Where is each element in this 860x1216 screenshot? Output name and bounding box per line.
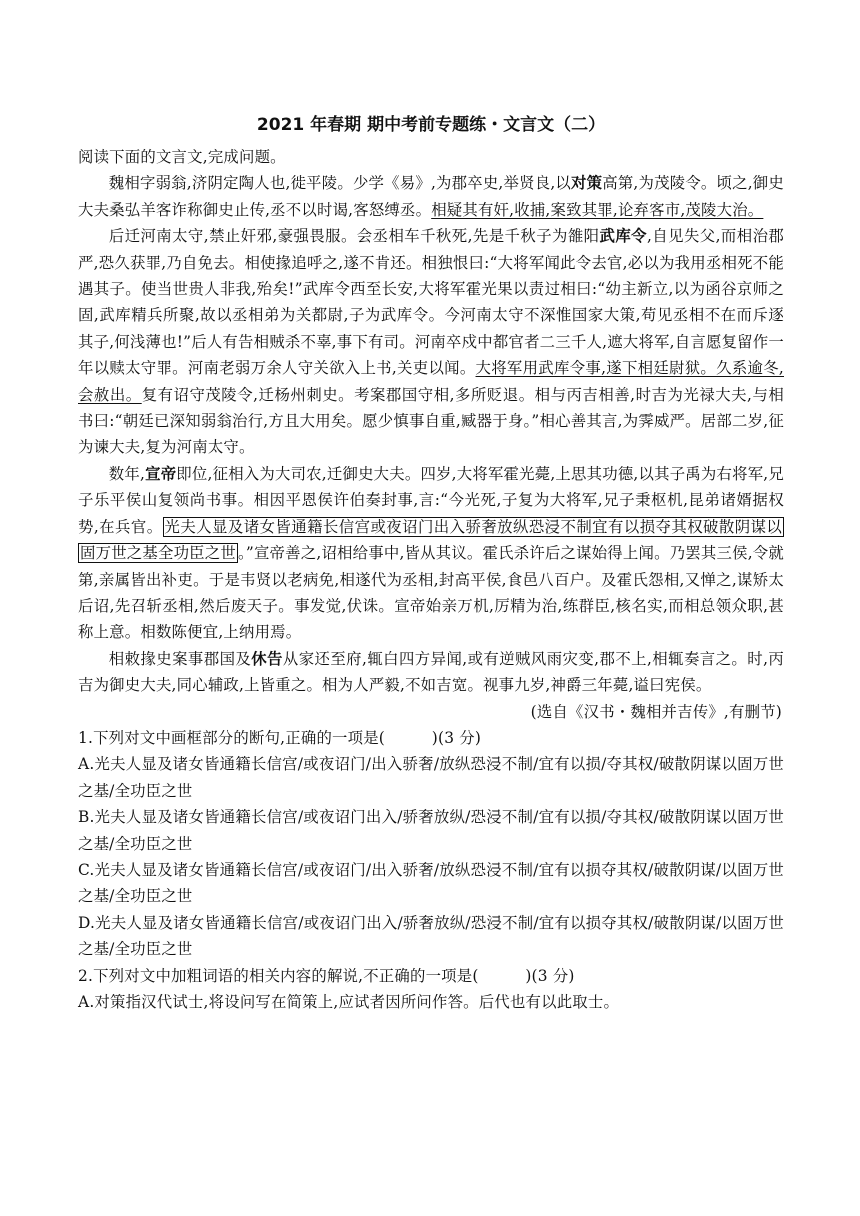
bold-term-xiugao: 休告 (251, 649, 283, 668)
text-run: 数年, (108, 464, 146, 483)
bold-term-wukuling: 武库令 (599, 227, 647, 246)
document-page (78, 112, 784, 1015)
text-run: 复有诏守茂陵令,迁杨州刺史。考案郡国守相,多所贬退。相与丙吉相善,时吉为光禄大夫,与相书曰:“朝廷已深知弱翁治行,方且大用矣。愿少慎事自重,臧器于身。”相心善其言,为霁威严。居部二岁,征为谏大夫,复为河南太守。 (78, 385, 784, 457)
text-run: 即位,征相入为大司农,迁御史大夫。四岁,大将军霍光薨,上思其功德,以其子禹为右将军,兄子乐平侯山复领尚书事。相因平恩侯许伯奏封事,言:“今光死,子复为大将军,兄子秉枢机,昆弟诸婿据权势,在兵官。 (78, 464, 784, 536)
passage-paragraph-1 (78, 170, 784, 223)
text-run: 。”宣帝善之,诏相给事中,皆从其议。霍氏杀许后之谋始得上闻。乃罢其三侯,令就第,亲属皆出补吏。于是韦贤以老病免,相遂代为丞相,封高平侯,食邑八百户。及霍氏怨相,又惮之,谋矫太后诏,先召斩丞相,然后废天子。事发觉,伏诛。宣帝始亲万机,厉精为治,练群臣,核名实,而相总领众职,甚称上意。相数陈便宜,上纳用焉。 (78, 544, 784, 642)
question-1-option-b: B.光夫人显及诸女皆通籍长信宫/或夜诏门出入/骄奢放纵/恐浸不制/宜有以损/夺其权/破散阴谋以固万世之基/全功臣之世 (78, 808, 784, 853)
text-run: 相敕掾史案事郡国及 (108, 649, 252, 668)
underlined-sentence: 相疑其有奸,收捕,案致其罪,论弃客市,茂陵大治。 (431, 200, 764, 219)
source-citation: (选自《汉书・魏相并吉传》,有删节) (530, 702, 782, 721)
text-run: 后迁河南太守,禁止奸邪,豪强畏服。会丞相车千秋死,先是千秋子为雒阳 (108, 227, 600, 246)
passage-paragraph-4 (78, 646, 784, 699)
boxed-passage: 光夫人显及诸女皆通籍长信宫或夜诏门出入骄奢放纵恐浸不制宜有以损夺其权破散阴谋以固万世之基全功臣之世 (80, 517, 783, 563)
text-run: 高第,为茂陵令。顷之,御史大夫桑弘羊客诈称御史止传,丞不以时谒,客怒缚丞。 (78, 174, 784, 219)
passage-paragraph-3 (78, 461, 784, 646)
instruction: 阅读下面的文言文,完成问题。 (78, 148, 286, 166)
question-1-option-c: C.光夫人显及诸女皆通籍长信宫/或夜诏门/出入骄奢/放纵恐浸不制/宜有以损夺其权/破散阴谋/以固万世之基/全功臣之世 (78, 860, 784, 906)
bold-term-duice: 对策 (571, 174, 603, 193)
question-2-stem: 2.下列对文中加粗词语的相关内容的解说,不正确的一项是( )(3 分) (78, 966, 575, 985)
text-run: 从家还至府,辄白四方异闻,或有逆贼风雨灾变,郡不上,相辄奏言之。时,丙吉为御史大夫,同心辅政,上皆重之。相为人严毅,不如吉宽。视事九岁,神爵三年薨,谥曰宪侯。 (78, 649, 784, 695)
passage-paragraph-2 (78, 223, 784, 461)
question-1-option-a: A.光夫人显及诸女皆通籍长信宫/或夜诏门/出入骄奢/放纵恐浸不制/宜有以损/夺其权/破散阴谋以固万世之基/全功臣之世 (78, 755, 784, 800)
question-1-option-d: D.光夫人显及诸女皆通籍长信宫/或夜诏门出入/骄奢放纵/恐浸不制/宜有以损夺其权/破散阴谋/以固万世之基/全功臣之世 (78, 913, 784, 959)
text-run: 魏相字弱翁,济阴定陶人也,徙平陵。少学《易》,为郡卒史,举贤良,以 (108, 174, 572, 193)
page-title: 2021 年春期 期中考前专题练・文言文（二） (256, 115, 606, 135)
underlined-sentence: 大将军用武库令事,遂下相廷尉狱。久系逾冬,会赦出。 (78, 359, 784, 404)
question-1-stem: 1.下列对文中画框部分的断句,正确的一项是( )(3 分) (78, 728, 482, 747)
question-2-option-a: A.对策指汉代试士,将设问写在简策上,应试者因所问作答。后代也有以此取士。 (78, 993, 620, 1011)
bold-term-xuandi: 宣帝 (145, 464, 177, 483)
text-run: ,自见失父,而相治郡严,恐久获罪,乃自免去。相使掾追呼之,遂不肯还。相独恨曰:“大将军闻此令去官,必以为我用丞相死不能遇其子。使当世贵人非我,殆矣!”武库令西至长安,大将军霍光果以责过相曰:“幼主新立,以为函谷京师之固,武库精兵所聚,故以丞相弟为关都尉,子为武库令。今河南太守不深惟国家大策,苟见丞相不在而斥逐其子,何浅薄也!”后人有告相贼杀不辜,事下有司。河南卒戍中都官者二三千人,遮大将军,自言愿复留作一年以赎太守罪。河南老弱万余人守关欲入上书,关吏以闻。 (78, 227, 784, 378)
